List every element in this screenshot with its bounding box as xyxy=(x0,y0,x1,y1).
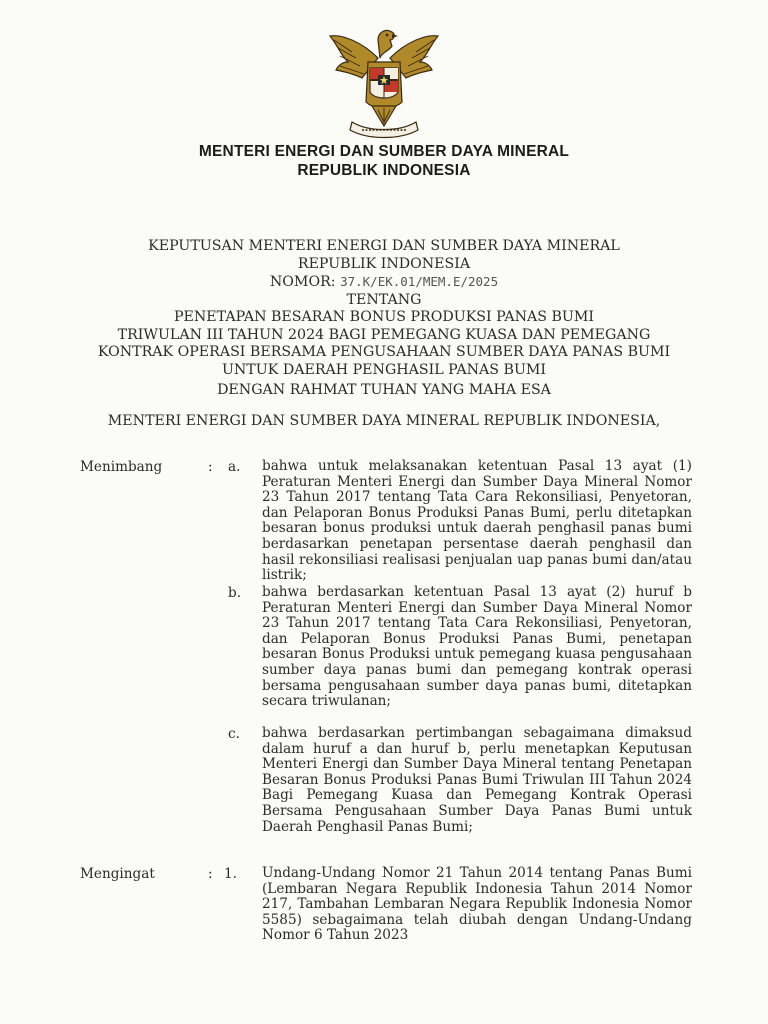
decree-number-value: 37.K/EK.01/MEM.E/2025 xyxy=(340,274,499,289)
decree-title-block xyxy=(0,238,768,379)
mengingat-colon: : xyxy=(208,866,213,882)
garuda-emblem-icon xyxy=(322,22,446,146)
menimbang-item-c: bahwa berdasarkan pertimbangan sebagaimana dimaksud dalam huruf a dan huruf b, perlu menetapkan Keputusan Menteri Energi dan Sumber Daya Mineral tentang Penetapan Besaran Bonus Produksi Panas Bumi Triwulan III Tahun 2024 Bagi Pemegang Kuasa dan Pemegang Kontrak Operasi Bersama Pengusahaan Sumber Daya Panas Bumi untuk Daerah Penghasil Panas Bumi; xyxy=(262,725,692,835)
menimbang-marker-c: c. xyxy=(228,726,240,742)
menimbang-marker-a: a. xyxy=(228,459,241,475)
decree-number-label: NOMOR: xyxy=(269,274,336,290)
decree-subject-line-1: PENETAPAN BESARAN BONUS PRODUKSI PANAS BUMI xyxy=(173,309,595,325)
decree-tentang: TENTANG xyxy=(346,291,422,308)
menimbang-item-b: bahwa berdasarkan ketentuan Pasal 13 ayat (2) huruf b Peraturan Menteri Energi dan Sumber Daya Mineral Nomor 23 Tahun 2017 tentang Tata Cara Rekonsiliasi, Penyetoran, dan Pelaporan Bonus Produksi Panas Bumi, penetapan besaran Bonus Produksi untuk pemegang kuasa pengusahaan sumber daya panas bumi dan pemegang kontrak operasi bersama pengusahaan sumber daya panas bumi, ditetapkan secara triwulanan; xyxy=(262,584,692,710)
decree-subject-line-3: KONTRAK OPERASI BERSAMA PENGUSAHAAN SUMBER DAYA PANAS BUMI xyxy=(97,344,671,360)
menimbang-item-a: bahwa untuk melaksanakan ketentuan Pasal 13 ayat (1) Peraturan Menteri Energi dan Sumber Daya Mineral Nomor 23 Tahun 2017 tentang Tata Cara Rekonsiliasi, Penyetoran, dan Pelaporan Bonus Produksi Panas Bumi, perlu ditetapkan besaran bonus produksi untuk daerah penghasil panas bumi berdasarkan penetapan persentase daerah penghasil dan hasil rekonsiliasi realisasi penjualan uap panas bumi dan/atau listrik; xyxy=(262,458,692,584)
opening-phrase: DENGAN RAHMAT TUHAN YANG MAHA ESA xyxy=(217,382,551,398)
menimbang-marker-b: b. xyxy=(228,585,242,601)
decree-title-line-2: REPUBLIK INDONESIA xyxy=(297,255,471,272)
decree-number xyxy=(0,273,768,292)
menimbang-label: Menimbang xyxy=(80,459,163,475)
ministry-name: MENTERI ENERGI DAN SUMBER DAYA MINERAL xyxy=(198,143,570,160)
authority-line: MENTERI ENERGI DAN SUMBER DAYA MINERAL REPUBLIK INDONESIA, xyxy=(107,413,661,429)
mengingat-marker-1: 1. xyxy=(224,866,237,882)
ministry-country: REPUBLIK INDONESIA xyxy=(297,162,471,179)
mengingat-item-1: Undang-Undang Nomor 21 Tahun 2014 tentang Panas Bumi (Lembaran Negara Republik Indonesia Tahun 2014 Nomor 217, Tambahan Lembaran Negara Republik Indonesia Nomor 5585) sebagaimana telah diubah dengan Undang-Undang Nomor 6 Tahun 2023 xyxy=(262,865,692,944)
garuda-emblem xyxy=(322,22,446,146)
decree-subject-line-4: UNTUK DAERAH PENGHASIL PANAS BUMI xyxy=(221,361,547,378)
decree-subject-line-2: TRIWULAN III TAHUN 2024 BAGI PEMEGANG KUASA DAN PEMEGANG xyxy=(117,326,651,343)
menimbang-colon: : xyxy=(208,459,213,475)
decree-title-line-1: KEPUTUSAN MENTERI ENERGI DAN SUMBER DAYA MINERAL xyxy=(148,238,620,254)
mengingat-label: Mengingat xyxy=(80,866,155,882)
